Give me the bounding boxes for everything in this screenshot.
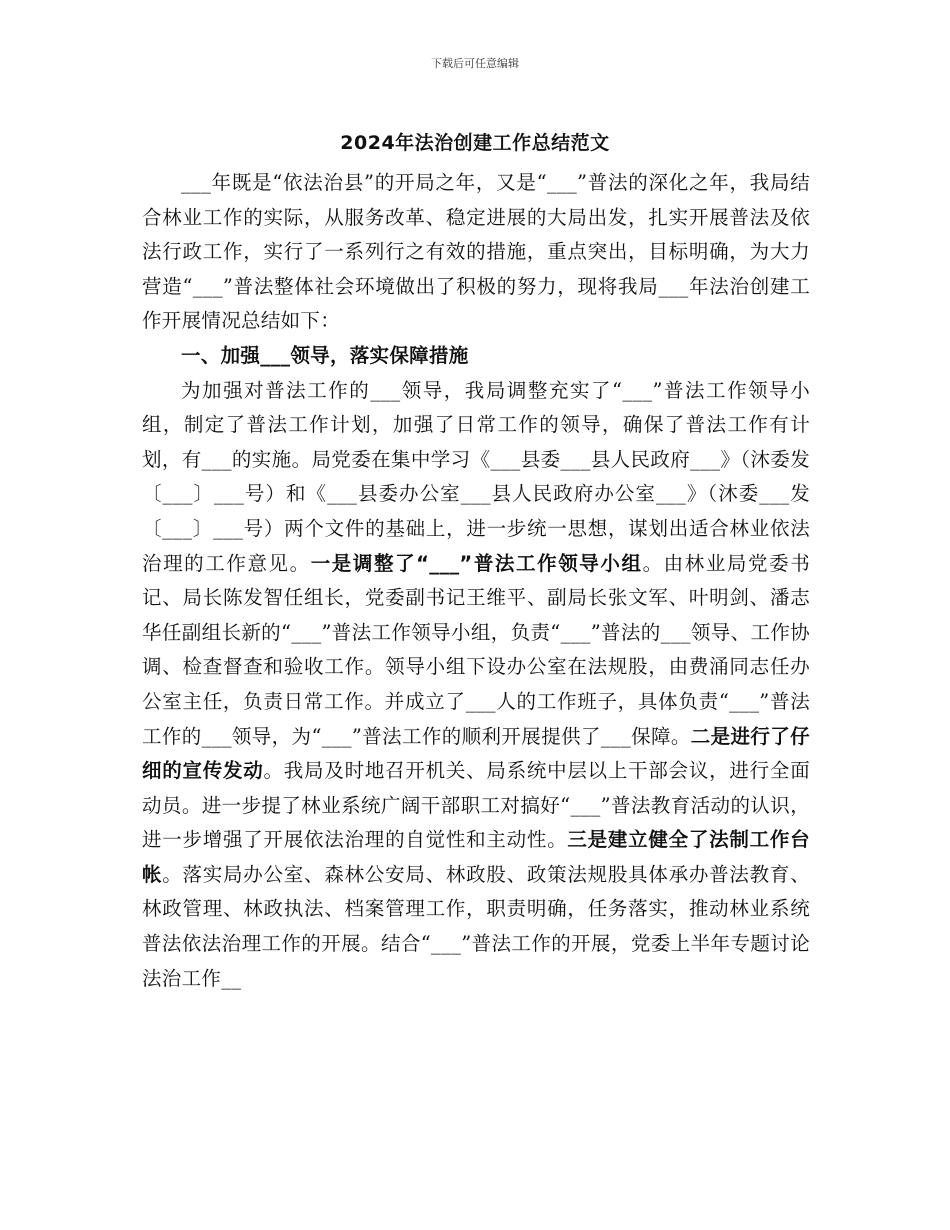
document-body [142, 166, 810, 996]
section-1-point-2: 二是进行了仔细的宣传发动 [142, 724, 810, 783]
document-title: 2024年法治创建工作总结范文 [340, 132, 610, 154]
section-1-text-3: 。我局及时地召开机关、局系统中层以上干部会议，进行全面动员。进一步提了林业系统广阔干部职工对搞好“___”普法教育活动的认识，进一步增强了开展依法治理的自觉性和主动性。 [142, 759, 810, 852]
section-1-point-1: 一是调整了“___”普法工作领导小组 [310, 551, 643, 575]
section-1-heading: 一、加强___领导，落实保障措施 [181, 343, 469, 367]
intro-paragraph: ___年既是“依法治县”的开局之年，又是“___”普法的深化之年，我局结合林业工作的实际，从服务改革、稳定进展的大局出发，扎实开展普法及依法行政工作，实行了一系列行之有效的措施，重点突出，目标明确，为大力营造“___”普法整体社会环境做出了积极的努力，现将我局___年法治创建工作开展情况总结如下： [142, 171, 810, 333]
section-1-text-1: 为加强对普法工作的___领导，我局调整充实了“___”普法工作领导小组，制定了普法工作计划，加强了日常工作的领导，确保了普法工作有计划，有___的实施。局党委在集中学习《___县委___县人民政府___》（沐委发〔___〕___号）和《___县委办公室___县人民政府办公室___》（沐委___发〔___〕___号）两个文件的基础上，进一步统一思想，谋划出适合林业依法治理的工作意见。 [142, 378, 810, 575]
section-1-text-2: 。由林业局党委书记、局长陈发智任组长，党委副书记王维平、副局长张文军、叶明剑、潘志华任副组长新的“___”普法工作领导小组，负责“___”普法的___领导、工作协调、检查督查和验收工作。领导小组下设办公室在法规股，由费涌同志任办公室主任，负责日常工作。并成立了___人的工作班子，具体负责“___”普法工作的___领导，为“___”普法工作的顺利开展提供了___保障。 [142, 551, 810, 748]
section-1-paragraph [142, 374, 810, 997]
section-1-text-4: 。落实局办公室、森林公安局、林政股、政策法规股具体承办普法教育、林政管理、林政执法、档案管理工作，职责明确，任务落实，推动林业系统普法依法治理工作的开展。结合“___”普法工作的开展，党委上半年专题讨论法治工作__ [142, 862, 810, 990]
section-1-point-3: 三是建立健全了法制工作台帐 [142, 828, 810, 886]
page-header: 下载后可任意编辑 [431, 57, 519, 70]
